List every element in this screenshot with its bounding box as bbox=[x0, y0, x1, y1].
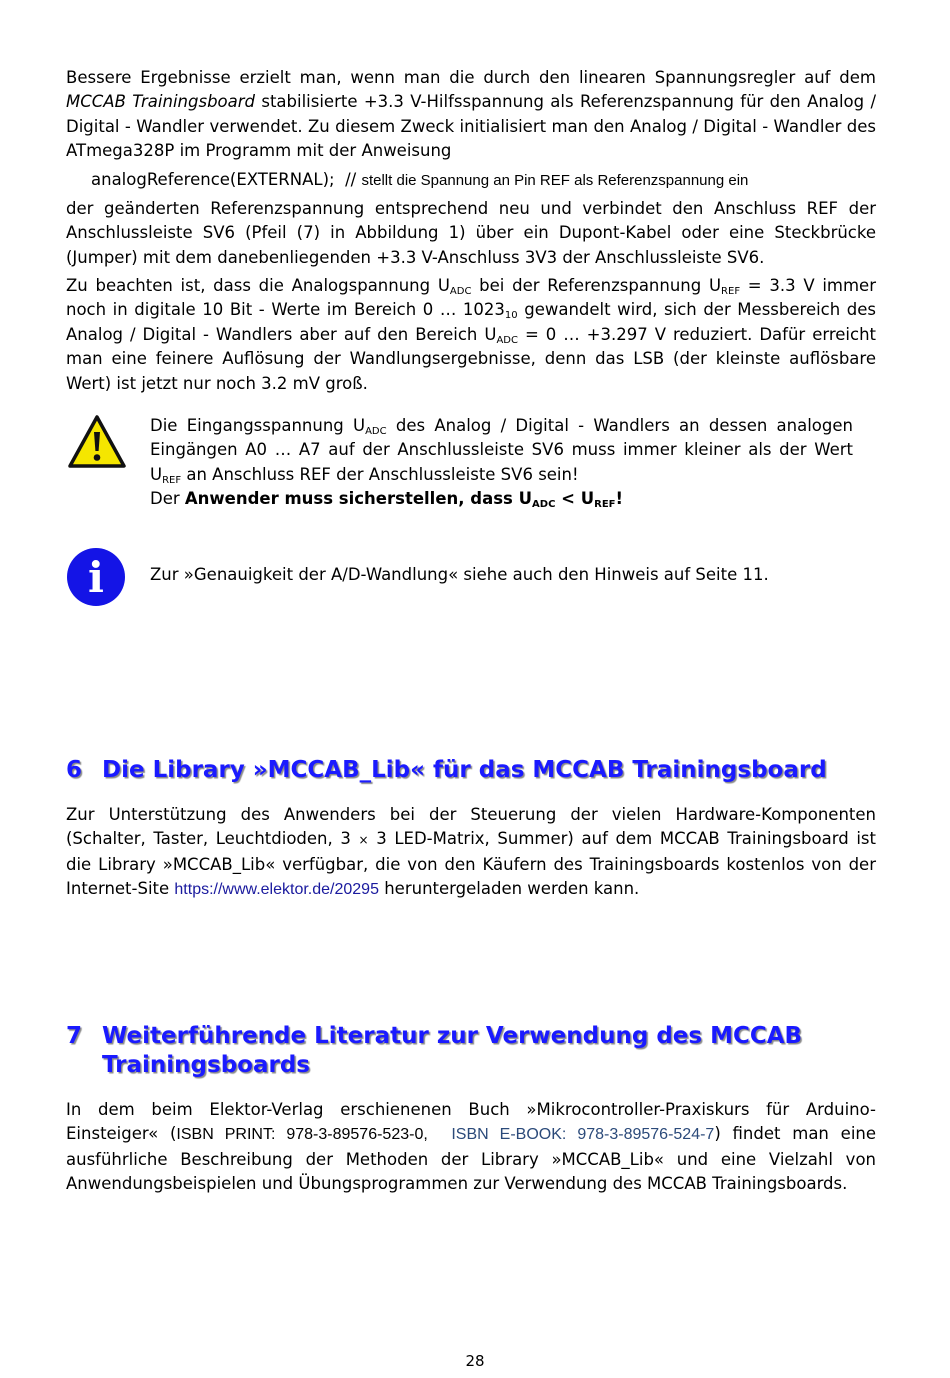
subscript: ADC bbox=[365, 426, 387, 437]
text: an Anschluss REF der Anschlussleiste SV6 sein! bbox=[181, 464, 579, 484]
subscript: REF bbox=[594, 499, 616, 511]
text: Zur Unterstützung des Anwenders bei der Steuerung der vielen Hardware-Komponenten (Schalter, Taster, Leuchtdioden, 3 bbox=[66, 805, 876, 849]
text: Zu beachten ist, dass die Analogspannung U bbox=[66, 276, 450, 295]
text: des Analog / Digital - Wandlers an dessen analogen Eingängen A0 … A7 auf der Anschlussleiste SV6 muss immer kleiner als der Wert U bbox=[150, 416, 853, 484]
isbn-ebook: ISBN E-BOOK: 978-3-89576-524-7 bbox=[451, 1126, 715, 1144]
text: Der bbox=[150, 489, 185, 509]
code-comment-mark: // bbox=[345, 170, 357, 189]
emphasis-board-name: MCCAB Trainingsboard bbox=[66, 92, 256, 112]
paragraph-literature bbox=[66, 1098, 876, 1197]
paragraph-reference-intro bbox=[66, 66, 876, 164]
paragraph-range bbox=[66, 274, 876, 396]
text: = 0 … +3.297 V reduziert. Dafür erreicht man eine feinere Auflösung der Wandlungsergebnisse, denn das LSB (der kleinste auflösbare Wert) ist jetzt nur noch 3.2 mV groß. bbox=[66, 324, 876, 393]
text: ! bbox=[615, 489, 624, 509]
page-number: 28 bbox=[465, 1352, 485, 1370]
code-statement: analogReference(EXTERNAL); bbox=[91, 170, 335, 189]
text: heruntergeladen werden kann. bbox=[378, 879, 640, 899]
warning-text bbox=[150, 414, 853, 512]
subscript: ADC bbox=[532, 499, 556, 511]
info-text: Zur »Genauigkeit der A/D-Wandlung« siehe auch den Hinweis auf Seite 11. bbox=[150, 565, 769, 584]
subscript: ADC bbox=[449, 286, 472, 297]
paragraph-jumper: der geänderten Referenzspannung entsprechend neu und verbindet den Anschluss REF der Anschlussleiste SV6 (Pfeil (7) in Abbildung 1) über ein Dupont-Kabel oder eine Steckbrücke (Jumper) mit dem danebenliegenden +3.3 V-Anschluss 3V3 der Anschlussleiste SV6. bbox=[66, 199, 876, 267]
subscript: 10 bbox=[504, 310, 518, 322]
text: Bessere Ergebnisse erzielt man, wenn man die durch den linearen Spannungsregler auf dem bbox=[66, 68, 876, 87]
section-title-line2: Trainingsboards bbox=[102, 1052, 310, 1078]
text: Anwender muss sicherstellen, dass U bbox=[184, 489, 533, 509]
times-sign: × bbox=[358, 833, 369, 848]
code-line bbox=[91, 168, 748, 193]
text: ) findet man eine ausführliche Beschreibung der Methoden der Library »MCCAB_Lib« und eine Vielzahl von Anwendungsbeispielen und Übungsprogrammen zur Verwendung des MCCAB Trainingsboards. bbox=[66, 1124, 877, 1194]
text bbox=[428, 1124, 452, 1143]
text: Die Eingangsspannung U bbox=[150, 416, 366, 435]
text: 3 LED-Matrix, Summer) auf dem MCCAB Trainingsboard ist die Library »MCCAB_Lib« verfügbar, die von den Käufern des Trainingsboards kostenlos von der Internet-Site bbox=[66, 829, 876, 899]
subscript: ADC bbox=[496, 334, 518, 346]
section-6-heading bbox=[66, 756, 827, 785]
section-title: Die Library »MCCAB_Lib« für das MCCAB Trainingsboard bbox=[102, 757, 827, 783]
text: gewandelt wird, sich der Messbereich des Analog / Digital - Wandlers aber auf den Bereich U bbox=[66, 300, 877, 344]
warning-emphasis bbox=[184, 489, 624, 511]
code-comment: stellt die Spannung an Pin REF als Referenzspannung ein bbox=[361, 172, 749, 189]
section-7-heading bbox=[66, 1022, 802, 1080]
download-link[interactable]: https://www.elektor.de/20295 bbox=[174, 881, 379, 899]
text: stabilisierte +3.3 V-Hilfsspannung als Referenzspannung für den Analog / Digital - Wandler verwendet. Zu diesem Zweck initialisiert man den Analog / Digital - Wandler des ATmega328P im Programm mit der Anweisung bbox=[66, 92, 876, 161]
section-title-line1: Weiterführende Literatur zur Verwendung des MCCAB bbox=[102, 1023, 803, 1049]
text: = 3.3 V immer noch in digitale 10 Bit - Werte im Bereich 0 … 1023 bbox=[66, 276, 876, 320]
text: In dem beim Elektor-Verlag erschienenen Buch »Mikrocontroller-Praxiskurs für Arduino-Einsteiger« ( bbox=[66, 1100, 876, 1144]
subscript: REF bbox=[162, 474, 182, 486]
warning-icon bbox=[67, 414, 127, 470]
text: < U bbox=[555, 489, 595, 509]
subscript: REF bbox=[721, 286, 741, 297]
info-icon bbox=[66, 547, 126, 607]
text: bei der Referenzspannung U bbox=[471, 276, 722, 295]
section-number: 7 bbox=[66, 1023, 83, 1049]
paragraph-library bbox=[66, 803, 876, 903]
info-glyph: i bbox=[88, 553, 104, 602]
isbn-print: ISBN PRINT: 978-3-89576-523-0, bbox=[176, 1126, 428, 1144]
section-number: 6 bbox=[66, 757, 83, 783]
